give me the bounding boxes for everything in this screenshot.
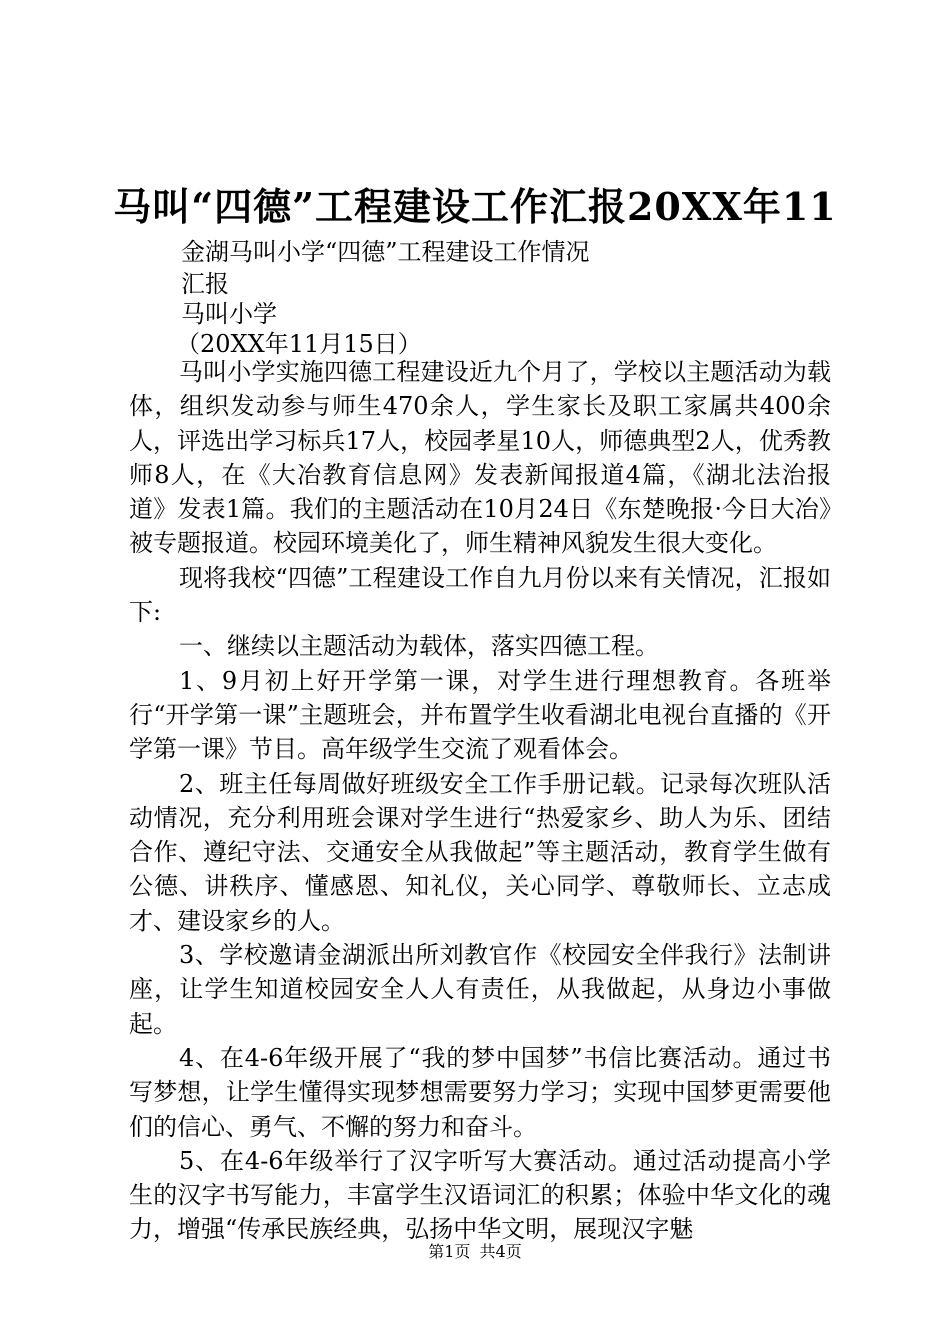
author-line: 马叫小学 xyxy=(181,300,277,328)
date-line: （20XX年11月15日） xyxy=(176,330,422,358)
paragraph: 2、班主任每周做好班级安全工作手册记载。记录每次班队活动情况，充分利用班会课对学生进行“热爱家乡、助人为乐、团结合作、遵纪守法、交通安全从我做起”等主题活动，教育学生做有公德、讲秩序、懂感恩、知礼仪，关心同学、尊敬师长、立志成才、建设家乡的人。 xyxy=(129,769,831,935)
subtitle-line-continued: 汇报 xyxy=(181,270,229,298)
document-title: 马叫“四德”工程建设工作汇报20XX年11 xyxy=(113,184,837,229)
paragraph: 现将我校“四德”工程建设工作自九月份以来有关情况，汇报如下: xyxy=(129,563,831,627)
page-total: 共4页 xyxy=(479,1242,522,1261)
paragraph: 3、学校邀请金湖派出所刘教官作《校园安全伴我行》法制讲座，让学生知道校园安全人人有责任，从我做起，从身边小事做起。 xyxy=(129,941,831,1038)
paragraph: 5、在4-6年级举行了汉字听写大赛活动。通过活动提高小学生的汉字书写能力，丰富学生汉语词汇的积累；体验中华文化的魂力，增强“传承民族经典，弘扬中华文明，展现汉字魅 xyxy=(129,1146,831,1244)
page-footer xyxy=(0,1242,950,1262)
page-number: 第1页 xyxy=(428,1242,471,1261)
paragraph: 1、9月初上好开学第一课，对学生进行理想教育。各班举行“开学第一课”主题班会，并布置学生收看湖北电视台直播的《开学第一课》节目。高年级学生交流了观看体会。 xyxy=(129,666,831,764)
paragraph: 4、在4-6年级开展了“我的梦中国梦”书信比赛活动。通过书写梦想，让学生懂得实现梦想需要努力学习；实现中国梦更需要他们的信心、勇气、不懈的努力和奋斗。 xyxy=(129,1043,831,1141)
paragraph: 一、继续以主题活动为载体，落实四德工程。 xyxy=(179,632,659,661)
paragraph: 马叫小学实施四德工程建设近九个月了，学校以主题活动为载体，组织发动参与师生470余人，学生家长及职工家属共400余人，评选出学习标兵17人，校园孝星10人，师德典型2人，优秀教师8人，在《大冶教育信息网》发表新闻报道4篇，《湖北法治报道》发表1篇。我们的主题活动在10月24日《东楚晚报·今日大冶》被专题报道。校园环境美化了，师生精神风貌发生很大变化。 xyxy=(129,358,831,558)
subtitle-line: 金湖马叫小学“四德”工程建设工作情况 xyxy=(181,238,590,266)
body-text xyxy=(129,355,831,1247)
